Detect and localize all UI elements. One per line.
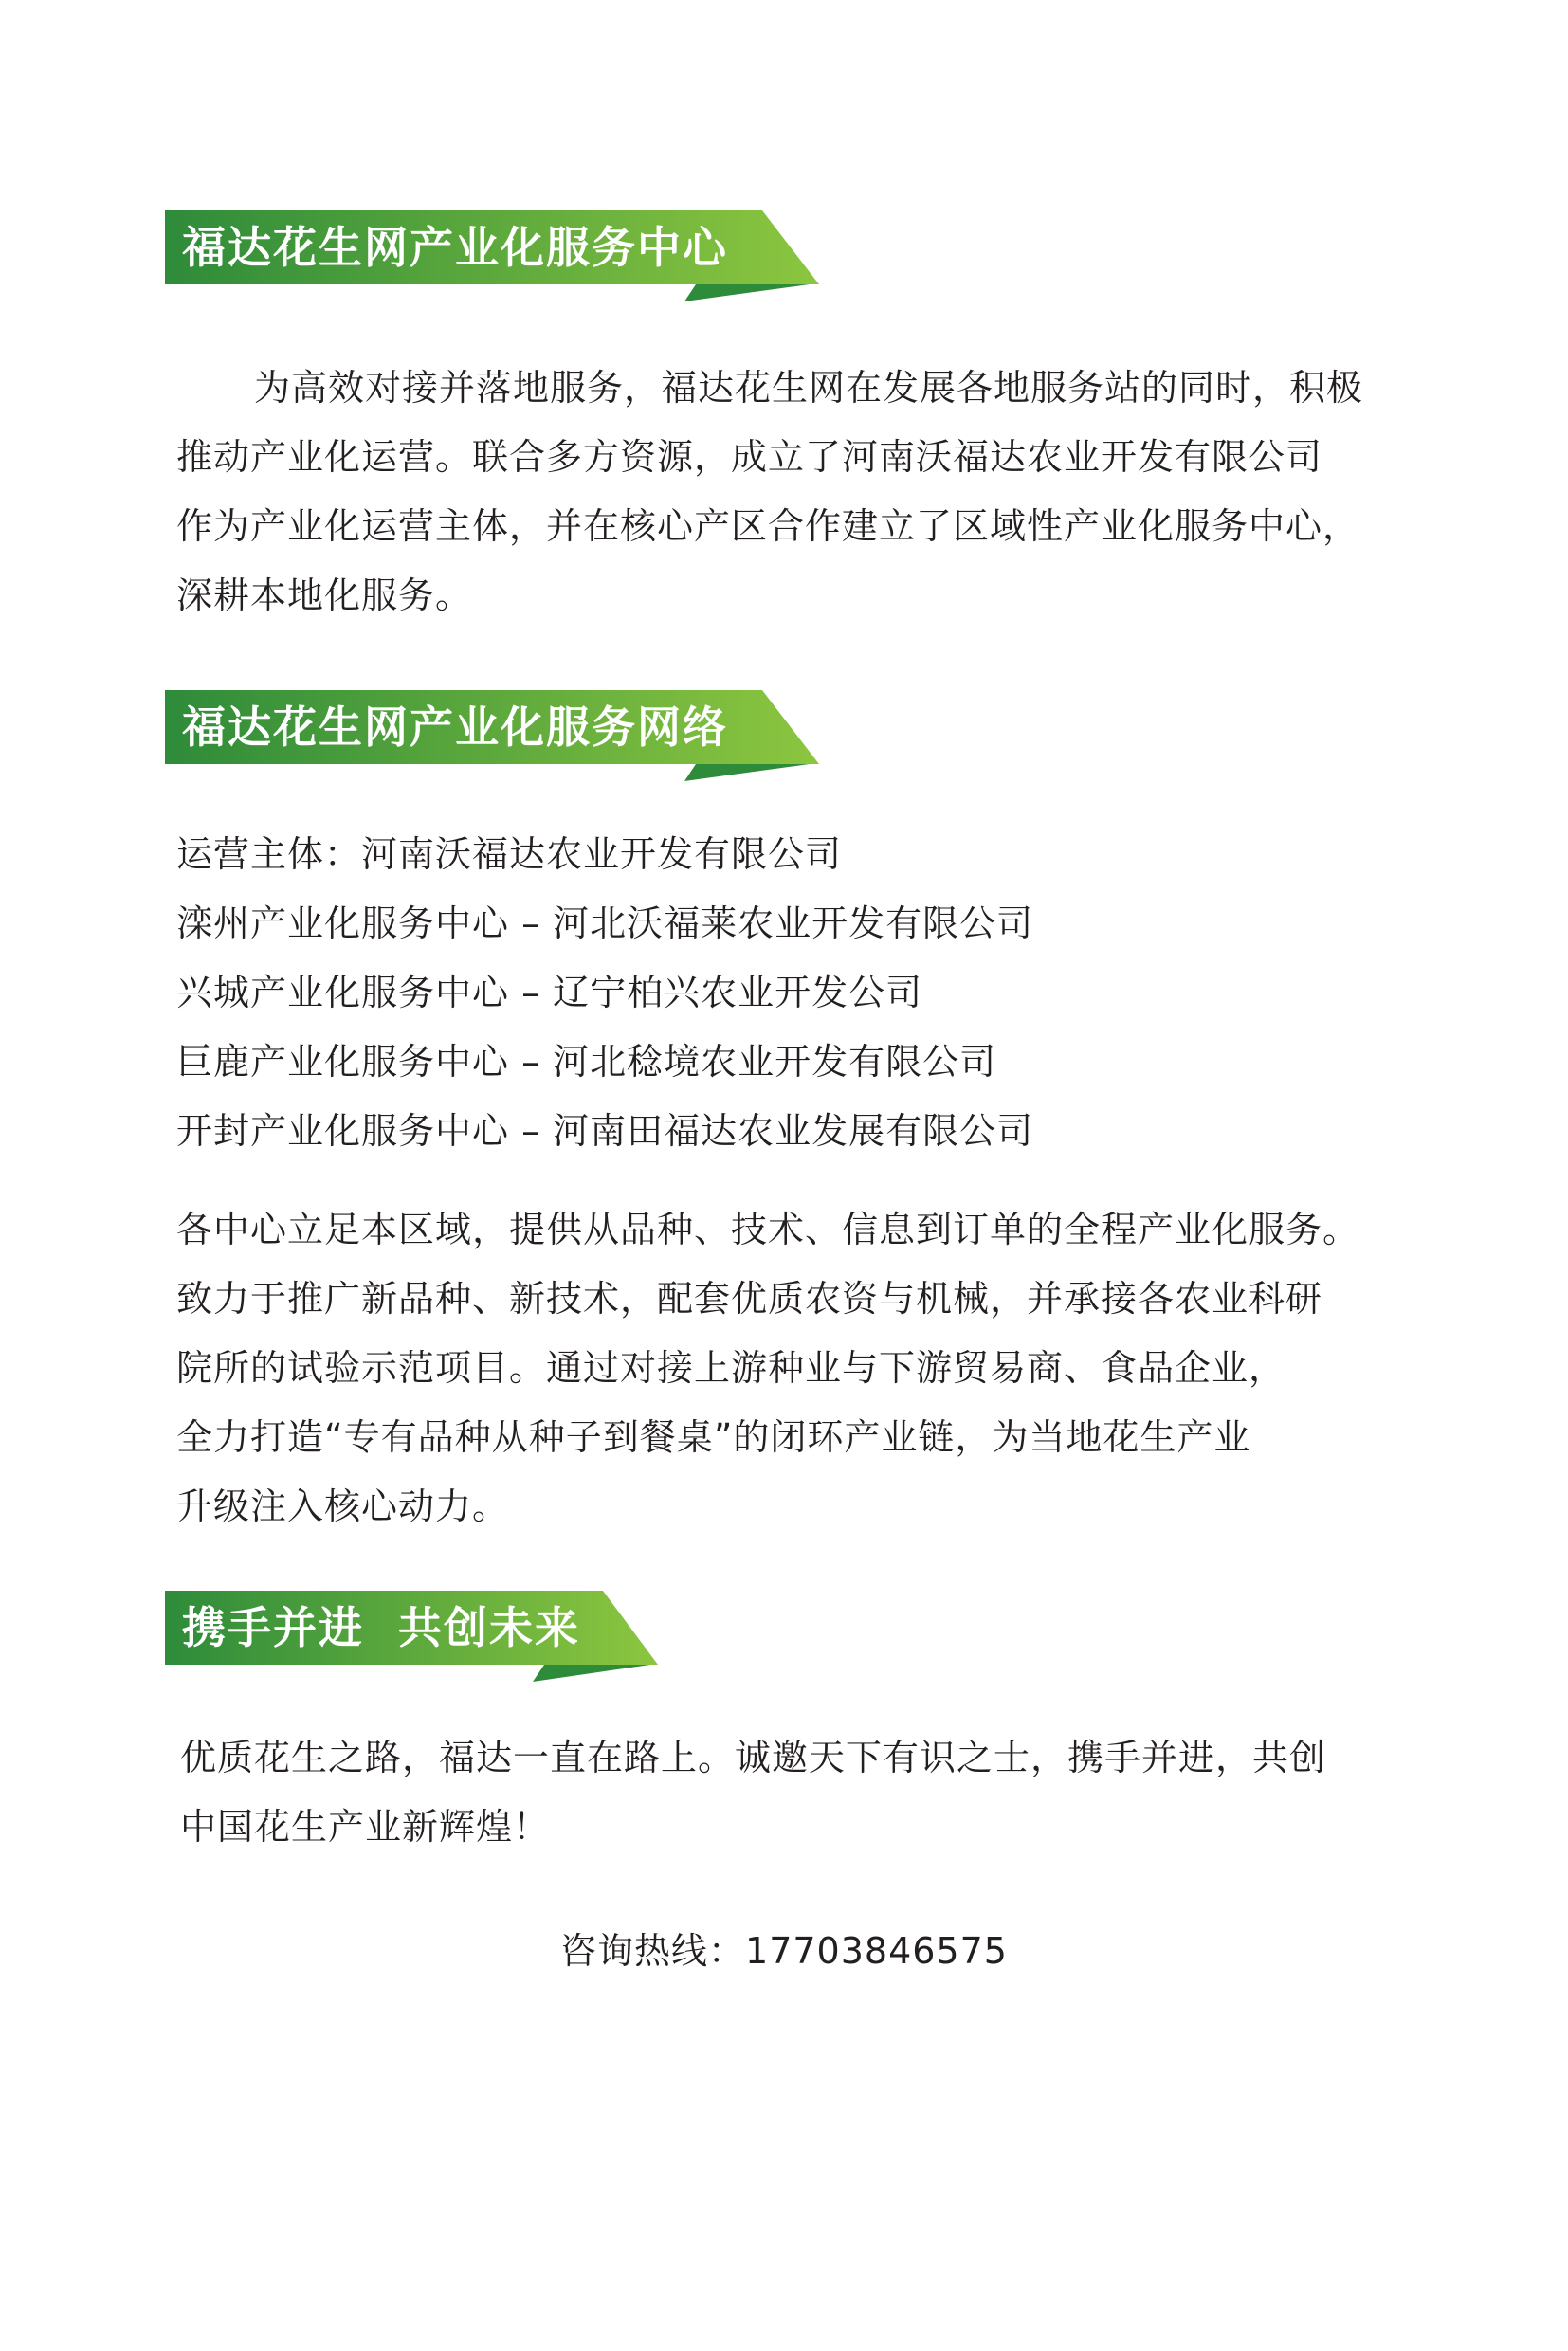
paragraph-line: 优质花生之路，福达一直在路上。诚邀天下有识之士，携手并进，共创 <box>180 1737 1327 1778</box>
list-item: 兴城产业化服务中心 – 辽宁柏兴农业开发公司 <box>176 972 923 1013</box>
list-item: 巨鹿产业化服务中心 – 河北稔境农业开发有限公司 <box>176 1041 997 1083</box>
paragraph-line: 全力打造“专有品种从种子到餐桌”的闭环产业链，为当地花生产业 <box>176 1416 1251 1458</box>
paragraph-line: 深耕本地化服务。 <box>176 574 473 616</box>
network-list <box>176 820 1033 1166</box>
network-description-paragraph <box>176 1195 1437 1541</box>
paragraph-line: 各中心立足本区域，提供从品种、技术、信息到订单的全程产业化服务。 <box>176 1209 1360 1250</box>
paragraph-line: 为高效对接并落地服务，福达花生网在发展各地服务站的同时，积极 <box>254 367 1364 409</box>
intro-paragraph <box>176 354 1437 630</box>
paragraph-line: 中国花生产业新辉煌！ <box>180 1806 551 1848</box>
section-header-service-network <box>165 690 819 766</box>
hotline-text: 咨询热线：17703846575 <box>560 1930 1008 1972</box>
section-title: 福达花生网产业化服务网络 <box>182 702 728 753</box>
paragraph-line: 致力于推广新品种、新技术，配套优质农资与机械，并承接各农业科研 <box>176 1278 1323 1320</box>
list-item: 开封产业化服务中心 – 河南田福达农业发展有限公司 <box>176 1110 1034 1152</box>
section-header-join-hands <box>165 1591 658 1667</box>
section-title: 福达花生网产业化服务中心 <box>182 222 728 273</box>
invitation-paragraph <box>180 1723 1441 1862</box>
section-header-service-center <box>165 210 819 286</box>
paragraph-line: 推动产业化运营。联合多方资源，成立了河南沃福达农业开发有限公司 <box>176 436 1323 478</box>
paragraph-line: 院所的试验示范项目。通过对接上游种业与下游贸易商、食品企业， <box>176 1347 1286 1389</box>
list-item: 运营主体：河南沃福达农业开发有限公司 <box>176 833 843 875</box>
paragraph-line: 作为产业化运营主体，并在核心产区合作建立了区域性产业化服务中心， <box>176 505 1360 547</box>
section-title: 携手并进 共创未来 <box>182 1602 581 1653</box>
list-item: 滦州产业化服务中心 – 河北沃福莱农业开发有限公司 <box>176 902 1034 944</box>
paragraph-line: 升级注入核心动力。 <box>176 1485 510 1527</box>
